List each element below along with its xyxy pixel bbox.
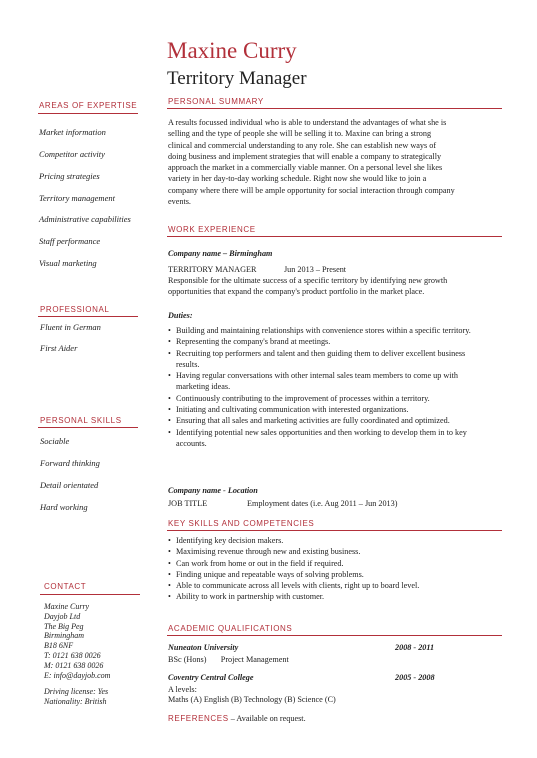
- professional-item: First Aider: [40, 343, 78, 353]
- duty-item: • Initiating and cultivating communication with interested organizations.: [168, 404, 486, 415]
- summary-heading: PERSONAL SUMMARY: [168, 97, 264, 106]
- duty-item: • Building and maintaining relationships with convenience stores within a specific territory.: [168, 325, 486, 336]
- duties-label: Duties:: [168, 311, 193, 320]
- expertise-item: Competitor activity: [39, 149, 105, 159]
- edu2-school: Coventry Central College: [168, 673, 254, 682]
- expertise-item: Territory management: [39, 193, 115, 203]
- references-text: – Available on request.: [228, 714, 306, 723]
- job2-role: JOB TITLE: [168, 499, 208, 508]
- expertise-item: Pricing strategies: [39, 171, 100, 181]
- driving-license: Driving license: Yes: [44, 687, 109, 697]
- summary-line: A results focussed individual who is able to understand the advantages of what she is: [168, 118, 447, 127]
- edu1-course: BSc (Hons) Project Management: [168, 655, 289, 664]
- personal-skill-item: Detail orientated: [40, 480, 99, 490]
- work-heading: WORK EXPERIENCE: [168, 225, 256, 234]
- contact-mobile: M: 0121 638 0026: [44, 660, 104, 670]
- edu2-course-grades: Maths (A) English (B) Technology (B) Science (C): [168, 695, 336, 704]
- edu2-years: 2005 - 2008: [395, 673, 435, 682]
- contact-line: The Big Peg: [44, 621, 84, 631]
- expertise-item: Market information: [39, 127, 106, 137]
- academic-rule: [167, 635, 502, 636]
- references-line: [168, 714, 306, 723]
- contact-block: [44, 602, 110, 707]
- summary-line: approach the market in a commercially viable manner. On a personal level she likes: [168, 163, 443, 173]
- skills-heading: KEY SKILLS AND COMPETENCIES: [168, 519, 315, 528]
- duty-item: • Having regular conversations with other internal sales team members to come up with marketing ideas.: [168, 370, 486, 393]
- job2-company: Company name - Location: [168, 486, 258, 495]
- expertise-item: Visual marketing: [39, 258, 97, 268]
- summary-rule: [167, 108, 502, 109]
- skills-rule: [167, 530, 502, 531]
- summary-line: events.: [168, 197, 191, 207]
- summary-line: company where there will be ample opportunity for social interaction through company: [168, 185, 455, 195]
- professional-rule: [38, 316, 138, 317]
- job1-desc-line: Responsible for the ultimate success of a specific territory by identifying new growth: [168, 276, 448, 285]
- expertise-rule: [38, 113, 138, 114]
- job2-dates: Employment dates (i.e. Aug 2011 – Jun 2013): [247, 499, 398, 508]
- professional-heading: PROFESSIONAL: [40, 305, 110, 314]
- contact-phone: T: 0121 638 0026: [44, 650, 101, 660]
- summary-line: clinical and commercial understanding to any role. She can establish new ways of: [168, 140, 437, 150]
- academic-heading: ACADEMIC QUALIFICATIONS: [168, 624, 293, 633]
- duty-item: • Ensuring that all sales and marketing activities are fully coordinated and optimized.: [168, 415, 486, 426]
- summary-line: doing business and implement strategies that will enable a company to strategically: [168, 151, 442, 161]
- job1-role: TERRITORY MANAGER: [168, 265, 257, 274]
- nationality: Nationality: British: [44, 697, 107, 707]
- candidate-name: Maxine Curry: [167, 38, 297, 63]
- personal-skill-item: Forward thinking: [40, 458, 100, 468]
- edu2-course-label: A levels:: [168, 685, 197, 694]
- skill-item: • Ability to work in partnership with customer.: [168, 591, 503, 602]
- work-rule: [167, 236, 502, 237]
- duty-item: • Recruiting top performers and talent and then guiding them to deliver excellent business results.: [168, 348, 486, 371]
- expertise-heading: AREAS OF EXPERTISE: [39, 101, 138, 110]
- personal-skills-heading: PERSONAL SKILLS: [40, 416, 122, 425]
- duty-item: • Identifying potential new sales opportunities and then working to develop them in to key accounts.: [168, 427, 486, 450]
- duty-item: • Continuously contributing to the improvement of processes within a territory.: [168, 393, 486, 404]
- contact-email[interactable]: E: info@dayjob.com: [44, 670, 111, 680]
- contact-heading: CONTACT: [44, 582, 87, 591]
- edu1-school: Nuneaton University: [168, 643, 239, 652]
- job1-company: Company name – Birmingham: [168, 249, 273, 258]
- contact-line: Maxine Curry: [44, 602, 90, 611]
- professional-item: Fluent in German: [40, 322, 101, 332]
- skills-list: [168, 535, 503, 603]
- contact-line: Birmingham: [44, 631, 84, 641]
- expertise-item: Administrative capabilities: [39, 214, 131, 224]
- personal-skill-item: Hard working: [40, 502, 88, 512]
- contact-rule: [40, 594, 140, 595]
- skill-item: • Finding unique and repeatable ways of solving problems.: [168, 569, 503, 580]
- job-title: Territory Manager: [167, 68, 307, 89]
- edu1-years: 2008 - 2011: [395, 643, 435, 652]
- job1-desc-line: opportunities that expand the company's product portfolio in the market place.: [168, 287, 425, 297]
- job1-dates: Jun 2013 – Present: [284, 265, 347, 274]
- skill-item: • Identifying key decision makers.: [168, 535, 503, 546]
- skill-item: • Able to communicate across all levels with clients, right up to board level.: [168, 580, 503, 591]
- summary-text: [168, 117, 503, 207]
- personal-skills-rule: [38, 427, 138, 428]
- skill-item: • Can work from home or out in the field if required.: [168, 558, 503, 569]
- duty-item: • Representing the company's brand at meetings.: [168, 336, 486, 347]
- skill-item: • Maximising revenue through new and existing business.: [168, 546, 503, 557]
- references-heading: REFERENCES: [168, 714, 229, 723]
- expertise-item: Staff performance: [39, 236, 101, 246]
- duties-list: [168, 325, 486, 449]
- job1-description: [168, 275, 503, 298]
- contact-line: Dayjob Ltd: [44, 611, 81, 621]
- personal-skill-item: Sociable: [40, 436, 70, 446]
- contact-line: B18 6NF: [44, 641, 74, 651]
- summary-line: variety in her day-to-day working schedule. Right now she would like to join a: [168, 174, 427, 184]
- summary-line: selling and the type of people she will be selling it to. Maxine can bring a strong: [168, 129, 432, 139]
